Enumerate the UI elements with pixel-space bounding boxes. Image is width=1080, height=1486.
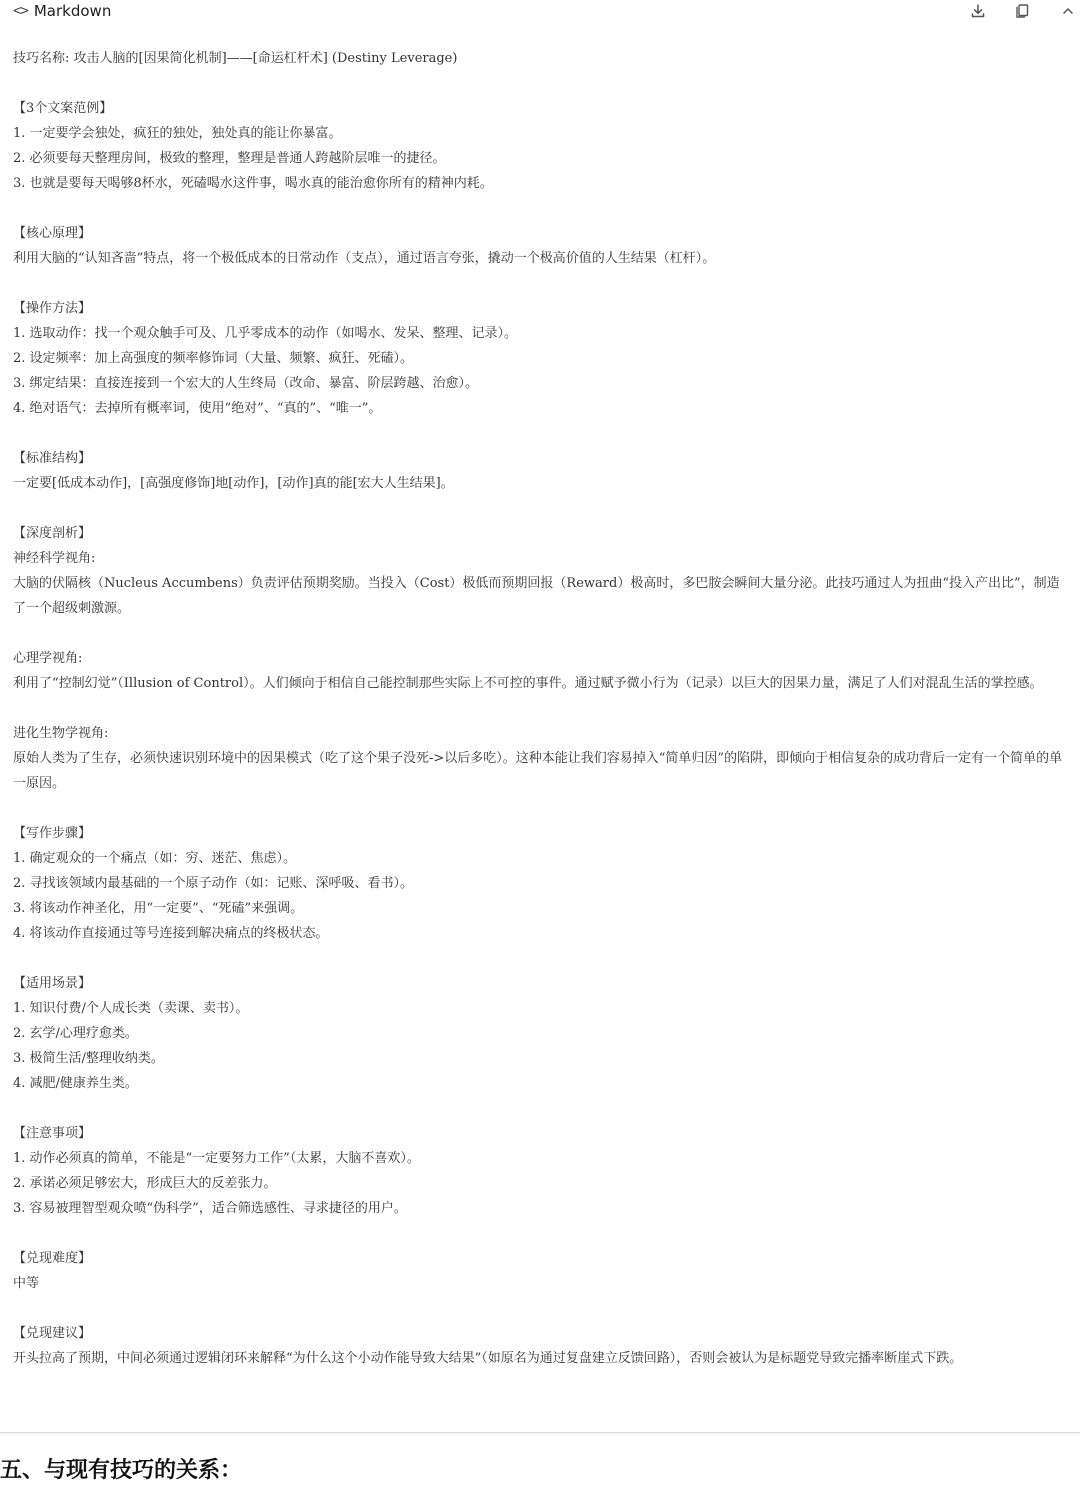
code-line: 【深度剖析】 [13, 526, 92, 541]
blank-line [13, 1221, 1071, 1246]
blank-line [13, 71, 1071, 96]
code-content [13, 46, 1071, 1371]
code-line: 开头拉高了预期，中间必须通过逻辑闭环来解释“为什么这个小动作能导致大结果”（如原名为通过复盘建立反馈回路），否则会被认为是标题党导致完播率断崖式下跌。 [13, 1351, 963, 1366]
code-line: 【写作步骤】 [13, 826, 92, 841]
code-line: 2. 寻找该领域内最基础的一个原子动作（如：记账、深呼吸、看书）。 [13, 876, 414, 891]
blank-line [13, 196, 1071, 221]
code-line: 一定要[低成本动作]，[高强度修饰]地[动作]，[动作]真的能[宏大人生结果]。 [13, 476, 454, 491]
code-line: 3. 极简生活/整理收纳类。 [13, 1051, 164, 1066]
copy-button[interactable] [1010, 0, 1034, 22]
code-line: 原始人类为了生存，必须快速识别环境中的因果模式（吃了这个果子没死->以后多吃）。这种本能让我们容易掉入“简单归因”的陷阱，即倾向于相信复杂的成功背后一定有一个简单的单一原因。 [13, 751, 1063, 791]
code-line: 1. 知识付费/个人成长类（卖课、卖书）。 [13, 1001, 249, 1016]
code-line: 利用大脑的“认知吝啬”特点，将一个极低成本的日常动作（支点），通过语言夸张，撬动一个极高价值的人生结果（杠杆）。 [13, 251, 716, 266]
code-line: 【操作方法】 [13, 301, 92, 316]
language-tag [13, 0, 111, 22]
blank-line [13, 796, 1071, 821]
blank-line [13, 946, 1071, 971]
code-line: 4. 绝对语气：去掉所有概率词，使用“绝对”、“真的”、“唯一”。 [13, 401, 382, 416]
next-section-heading: 五、与现有技巧的关系： [0, 1458, 243, 1483]
code-line: 4. 将该动作直接通过等号连接到解决痛点的终极状态。 [13, 926, 329, 941]
code-line: 3. 将该动作神圣化，用“一定要”、“死磕”来强调。 [13, 901, 304, 916]
language-label: Markdown [33, 2, 112, 20]
code-line: 3. 绑定结果：直接连接到一个宏大的人生终局（改命、暴富、阶层跨越、治愈）。 [13, 376, 479, 391]
code-line: 进化生物学视角: [13, 726, 109, 741]
code-block-header [0, 0, 1080, 24]
code-line: 2. 承诺必须足够宏大，形成巨大的反差张力。 [13, 1176, 277, 1191]
code-line: 1. 一定要学会独处，疯狂的独处，独处真的能让你暴富。 [13, 126, 342, 141]
code-line: 【兑现建议】 [13, 1326, 92, 1341]
code-line: 1. 选取动作：找一个观众触手可及、几乎零成本的动作（如喝水、发呆、整理、记录）。 [13, 326, 518, 341]
code-line: 1. 动作必须真的简单，不能是“一定要努力工作”（太累，大脑不喜欢）。 [13, 1151, 420, 1166]
blank-line [13, 1296, 1071, 1321]
blank-line [13, 421, 1071, 446]
download-icon [970, 3, 986, 19]
blank-line [13, 496, 1071, 521]
code-line: 【3个文案范例】 [13, 101, 113, 116]
code-line: 中等 [13, 1276, 40, 1291]
blank-line [13, 621, 1071, 646]
code-line: 4. 减肥/健康养生类。 [13, 1076, 138, 1091]
code-line: 2. 设定频率：加上高强度的频率修饰词（大量、频繁、疯狂、死磕）。 [13, 351, 414, 366]
code-line: 【标准结构】 [13, 451, 92, 466]
code-icon: <> [13, 3, 28, 19]
blank-line [13, 1096, 1071, 1121]
chevron-up-icon [1061, 4, 1075, 18]
download-button[interactable] [966, 0, 990, 22]
code-line: 技巧名称: 攻击人脑的[因果简化机制]——[命运杠杆术] (Destiny Leverage) [13, 51, 458, 66]
copy-icon [1014, 3, 1030, 19]
code-line: 3. 容易被理智型观众喷“伪科学”，适合筛选感性、寻求捷径的用户。 [13, 1201, 407, 1216]
code-line: 1. 确定观众的一个痛点（如：穷、迷茫、焦虑）。 [13, 851, 297, 866]
code-line: 神经科学视角: [13, 551, 96, 566]
code-line: 大脑的伏隔核（Nucleus Accumbens）负责评估预期奖励。当投入（Cost）极低而预期回报（Reward）极高时，多巴胺会瞬间大量分泌。此技巧通过人为扭曲“投入产出比”，制造了一个超级刺激源。 [13, 576, 1060, 616]
code-line: 【适用场景】 [13, 976, 92, 991]
code-line: 【核心原理】 [13, 226, 92, 241]
code-line: 【注意事项】 [13, 1126, 92, 1141]
code-line: 2. 玄学/心理疗愈类。 [13, 1026, 138, 1041]
blank-line [13, 271, 1071, 296]
code-line: 利用了“控制幻觉”（Illusion of Control）。人们倾向于相信自己能控制那些实际上不可控的事件。通过赋予微小行为（记录）以巨大的因果力量，满足了人们对混乱生活的掌控感。 [13, 676, 1043, 691]
blank-line [13, 696, 1071, 721]
code-line: 心理学视角: [13, 651, 83, 666]
code-line: 2. 必须要每天整理房间，极致的整理，整理是普通人跨越阶层唯一的捷径。 [13, 151, 446, 166]
code-line: 【兑现难度】 [13, 1251, 92, 1266]
code-line: 3. 也就是要每天喝够8杯水，死磕喝水这件事，喝水真的能治愈你所有的精神内耗。 [13, 176, 493, 191]
collapse-button[interactable] [1056, 0, 1080, 22]
